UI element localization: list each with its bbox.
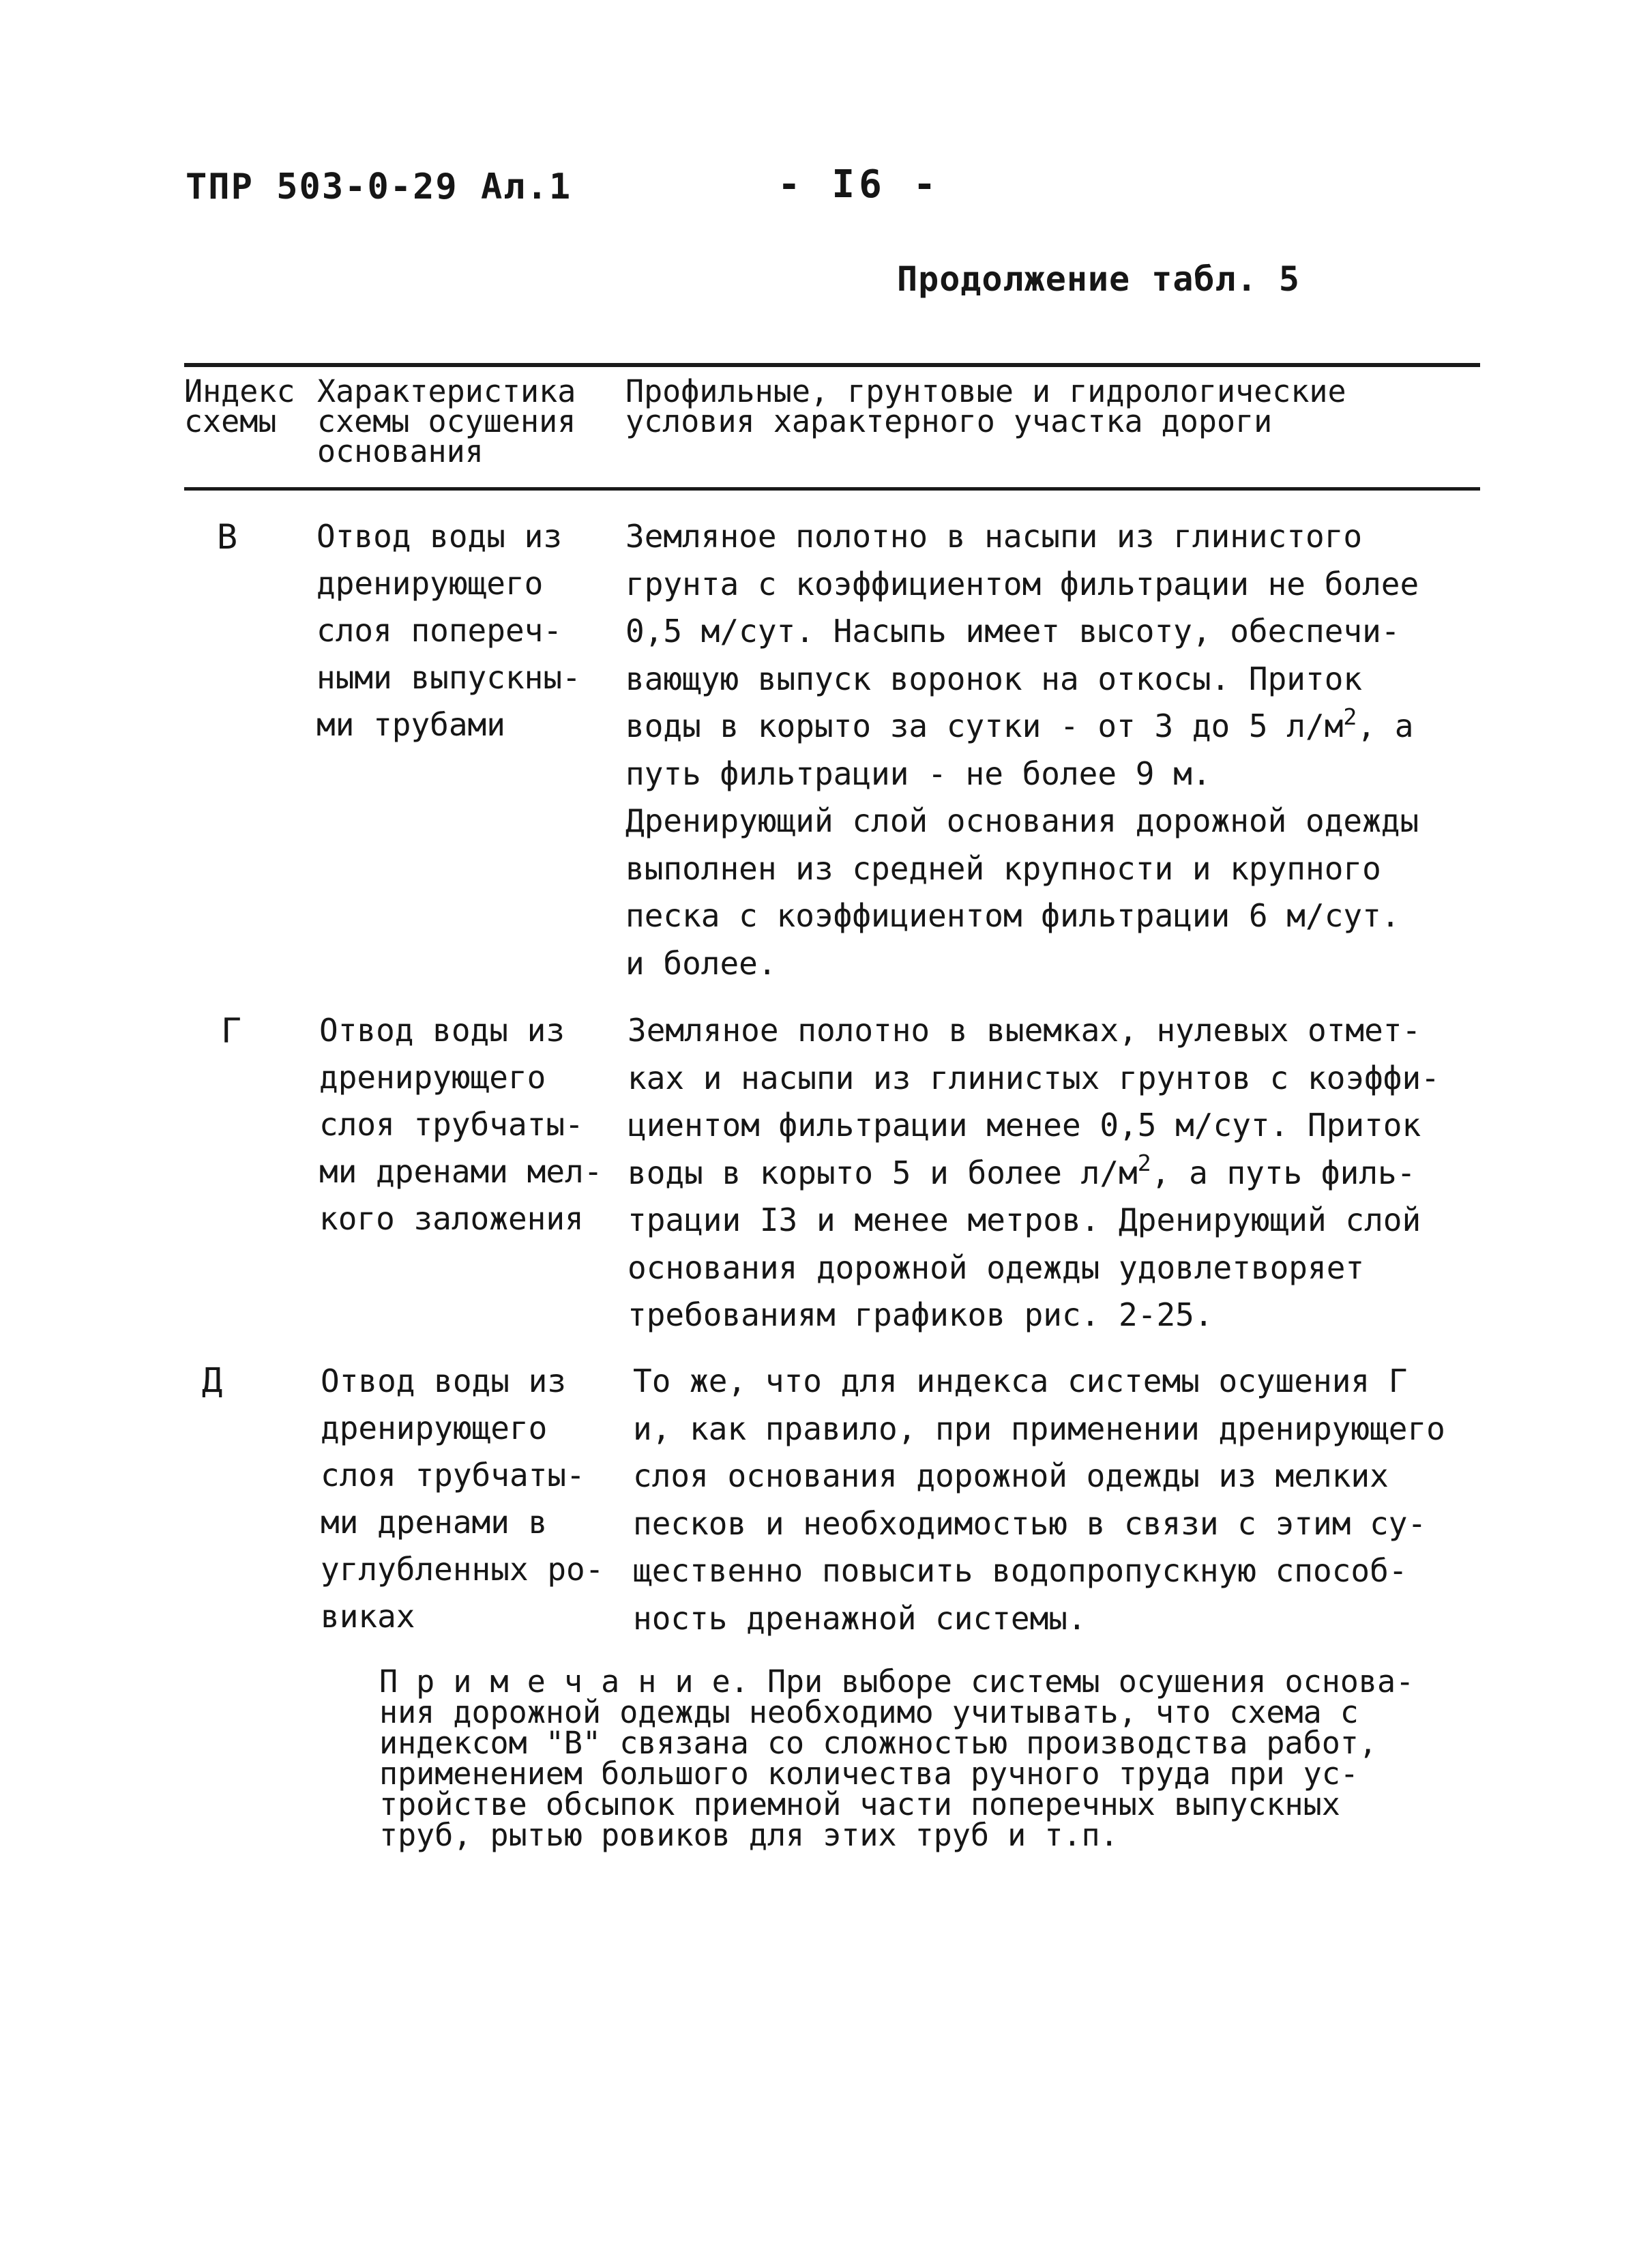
header-text: основания [317,433,484,469]
header-text: Индекс [184,373,295,409]
note-line: применением большого количества ручного труда при ус- [379,1756,1359,1792]
cell-line: Отвод воды из [319,1012,565,1049]
cell-line: вающую выпуск воронок на откосы. Приток [625,660,1363,697]
row-conditions-g [628,1007,1440,1339]
header-text: Характеристика [317,373,576,409]
note-line: тройстве обсыпок приемной части поперечных выпускных [379,1786,1340,1822]
cell-line: выполнен из средней крупности и крупного [625,849,1381,887]
cell-line: песка с коэффициентом фильтрации 6 м/сут. [625,897,1400,934]
row-characteristic-v [316,513,581,748]
table-continuation-title: Продолжение табл. 5 [897,259,1300,299]
cell-line: ми дренами в [321,1504,548,1541]
cell-line: Земляное полотно в выемках, нулевых отмет- [628,1012,1421,1049]
page-number: - I6 - [778,162,941,207]
row-conditions-d [633,1358,1445,1642]
note-line: индексом "В" связана со сложностью производства работ, [379,1725,1377,1761]
table-top-rule [184,363,1480,367]
cell-line: и, как правило, при применении дренирующего [633,1410,1445,1447]
cell-line: кого заложения [319,1200,584,1237]
cell-line: 0,5 м/сут. Насыпь имеет высоту, обеспечи- [625,613,1400,650]
cell-line: дренирующего [319,1059,546,1096]
cell-line: слоя трубчаты- [321,1457,585,1494]
header-text: Профильные, грунтовые и гидрологические [625,373,1346,409]
header-text: условия характерного участка дороги [625,403,1273,439]
table-header-rule [184,487,1480,491]
cell-line: ми дренами мел- [319,1153,603,1190]
header-text: схемы [184,403,277,439]
row-conditions-v [625,513,1419,987]
cell-line: ми трубами [316,706,505,743]
row-index-d: Д [202,1360,223,1400]
cell-line-with-superscript [625,703,1419,751]
superscript: 2 [1343,703,1357,730]
cell-line: слоя основания дорожной одежды из мелких [633,1457,1389,1494]
cell-line: Отвод воды из [321,1363,567,1399]
row-index-g: Г [221,1011,242,1051]
cell-line: ность дренажной системы. [633,1599,1087,1637]
cell-line: слоя попереч- [316,612,563,649]
cell-line: требованиям графиков рис. 2-25. [628,1296,1213,1333]
header-characteristic [317,373,576,469]
row-index-v: В [217,517,238,557]
cell-line: Отвод воды из [316,518,563,555]
cell-line-with-superscript [628,1150,1440,1197]
table-note [379,1663,1415,1853]
cell-line: ках и насыпи из глинистых грунтов с коэффи- [628,1059,1440,1096]
header-text: схемы осушения [317,403,576,439]
header-conditions [625,373,1346,439]
header-index [184,373,295,439]
note-line: П р и м е ч а н и е. При выборе системы осушения основа- [379,1663,1415,1700]
cell-line: ными выпускны- [316,659,581,696]
cell-line: слоя трубчаты- [319,1106,584,1143]
row-characteristic-d [321,1358,604,1640]
cell-line: песков и необходимостью в связи с этим су- [633,1504,1427,1542]
cell-text: воды в корыто за сутки - от 3 до 5 л/м [625,708,1344,744]
cell-line: виках [321,1598,415,1635]
cell-line: путь фильтрации - не более 9 м. [625,755,1211,792]
cell-line: дренирующего [321,1410,548,1446]
cell-line: Дренирующий слой основания дорожной одежды [625,802,1419,839]
note-line: ния дорожной одежды необходимо учитывать, что схема с [379,1694,1359,1730]
cell-text: , а [1357,708,1414,744]
cell-text: воды в корыто 5 и более л/м [628,1154,1138,1191]
cell-line: щественно повысить водопропускную способ- [633,1552,1408,1589]
cell-line: и более. [625,944,777,982]
cell-line: Земляное полотно в насыпи из глинистого [625,518,1363,555]
cell-line: трации I3 и менее метров. Дренирующий слой [628,1202,1421,1238]
cell-line: грунта с коэффициентом фильтрации не более [625,565,1419,602]
cell-line: циентом фильтрации менее 0,5 м/сут. Приток [628,1107,1421,1144]
cell-line: углубленных ро- [321,1551,604,1588]
cell-line: То же, что для индекса системы осушения Г [633,1363,1408,1399]
superscript: 2 [1137,1150,1151,1177]
cell-line: дренирующего [316,565,544,602]
cell-text: , а путь филь- [1151,1154,1416,1191]
note-line: труб, рытью ровиков для этих труб и т.п. [379,1817,1119,1853]
row-characteristic-g [319,1007,602,1242]
cell-line: основания дорожной одежды удовлетворяет [628,1249,1365,1286]
document-code: ТПР 503-0-29 Ал.1 [186,166,572,207]
